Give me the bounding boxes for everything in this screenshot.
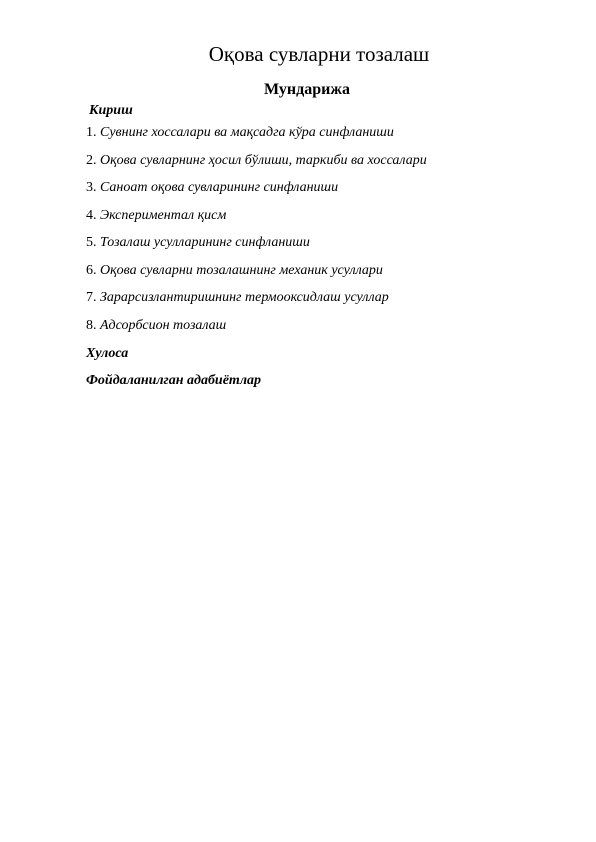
- toc-item: [86, 207, 576, 235]
- toc-item-text: Оқова сувларнинг ҳосил бўлиши, таркиби ва хоссалари: [100, 152, 427, 168]
- toc-item: [86, 234, 576, 262]
- toc-item: [86, 152, 576, 180]
- toc-item-number: 5.: [86, 235, 97, 250]
- toc-item-number: 2.: [86, 152, 97, 168]
- toc-item: [86, 289, 576, 317]
- toc-list: [86, 124, 576, 344]
- toc-item-number: 1.: [86, 125, 97, 140]
- toc-item: [86, 124, 576, 152]
- toc-item-text: Саноат оқова сувларининг синфланиши: [100, 180, 339, 195]
- toc-item-text: Тозалаш усулларининг синфланиши: [100, 235, 310, 250]
- toc-item-text: Адсорбсион тозалаш: [100, 317, 227, 333]
- toc-item-number: 6.: [86, 262, 97, 278]
- toc-conclusion: Хулоса: [86, 346, 129, 361]
- toc-heading: Мундарижа: [264, 81, 350, 98]
- toc-item-text: Экспериментал қисм: [100, 207, 227, 223]
- toc-intro: Кириш: [89, 103, 133, 118]
- toc-item: [86, 317, 576, 345]
- toc-references: Фойдаланилган адабиётлар: [86, 373, 262, 388]
- toc-item-number: 7.: [86, 290, 97, 305]
- toc-item-text: Сувнинг хоссалари ва мақсадга кўра синфланиши: [100, 125, 394, 140]
- document-title: Оқова сувларни тозалаш: [208, 42, 430, 66]
- toc-item-text: Оқова сувларни тозалашнинг механик усуллари: [100, 262, 383, 278]
- toc-item-text: Зарарсизлантиришнинг термооксидлаш усуллар: [100, 290, 389, 305]
- toc-item: [86, 179, 576, 207]
- toc-item-number: 8.: [86, 317, 97, 333]
- toc-item-number: 4.: [86, 207, 97, 223]
- toc-item-number: 3.: [86, 180, 97, 195]
- toc-item: [86, 262, 576, 290]
